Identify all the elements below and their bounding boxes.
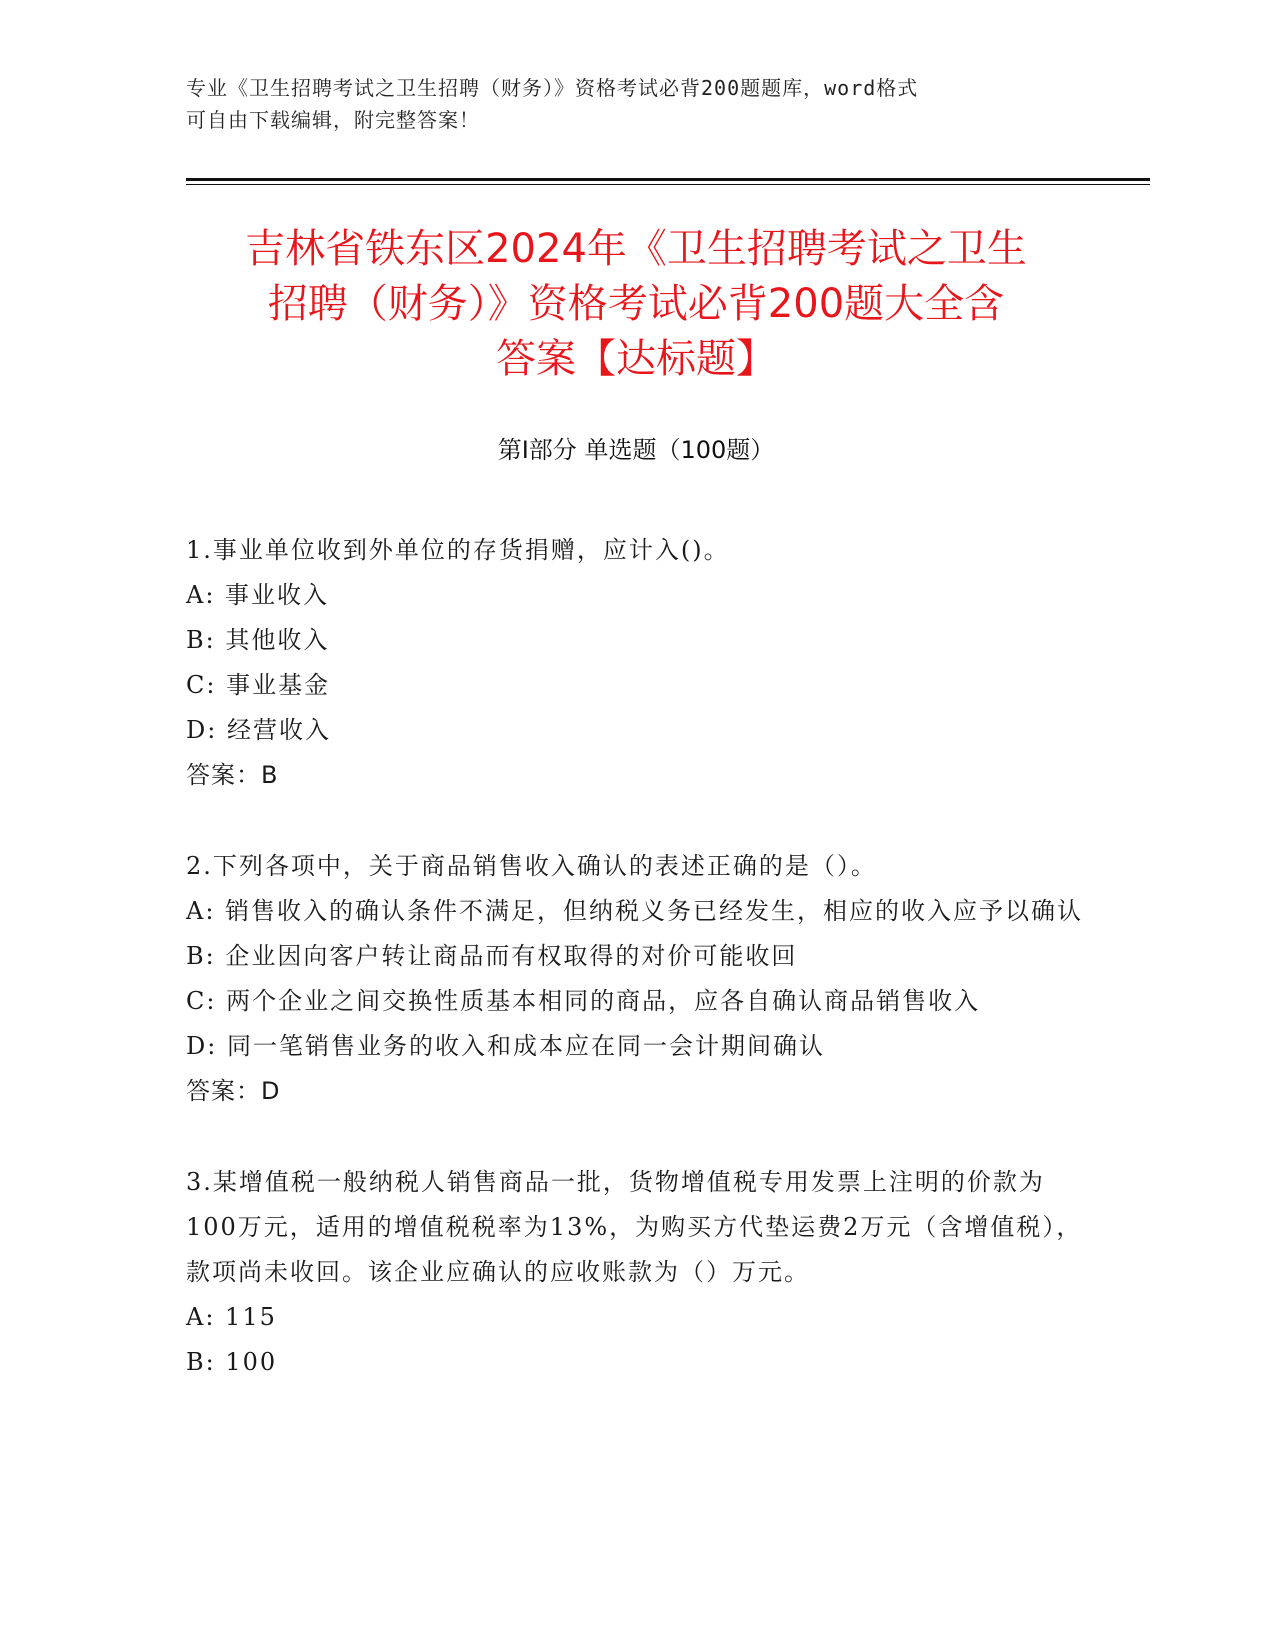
question-2 [186, 844, 1086, 1114]
header-divider-thick [186, 178, 1150, 181]
section-heading: 第I部分 单选题（100题） [497, 436, 775, 464]
option-a: A: 115 [186, 1303, 277, 1331]
question-1 [186, 528, 1086, 798]
question-list [186, 528, 1086, 1431]
title-line-3: 答案【达标题】 [496, 336, 776, 382]
option-c: C: 事业基金 [186, 671, 331, 699]
option-b: B: 企业因向客户转让商品而有权取得的对价可能收回 [186, 942, 798, 970]
option-d: D: 经营收入 [186, 716, 331, 744]
answer-line: 答案：D [186, 1077, 281, 1105]
question-3 [186, 1160, 1086, 1385]
title-line-2: 招聘（财务）》资格考试必背200题大全含 [267, 281, 1005, 327]
option-b: B: 其他收入 [186, 626, 330, 654]
question-stem: 3.某增值税一般纳税人销售商品一批，货物增值税专用发票上注明的价款为100万元，适用的增值税税率为13%，为购买方代垫运费2万元（含增值税），款项尚未收回。该企业应确认的应收账款为（）万元。 [186, 1168, 1083, 1286]
header-note-line-2: 可自由下载编辑，附完整答案！ [186, 108, 480, 132]
title-line-1: 吉林省铁东区2024年《卫生招聘考试之卫生 [245, 226, 1027, 272]
option-c: C: 两个企业之间交换性质基本相同的商品，应各自确认商品销售收入 [186, 987, 981, 1015]
header-divider-thin [186, 184, 1150, 185]
question-stem: 1.事业单位收到外单位的存货捐赠，应计入()。 [186, 536, 730, 564]
header-note [186, 72, 1086, 136]
answer-line: 答案：B [186, 761, 279, 789]
question-stem: 2.下列各项中，关于商品销售收入确认的表述正确的是（）。 [186, 852, 877, 880]
option-a: A: 事业收入 [186, 581, 330, 609]
option-b: B: 100 [186, 1348, 278, 1376]
option-a: A: 销售收入的确认条件不满足，但纳税义务已经发生，相应的收入应予以确认 [186, 897, 1084, 925]
header-note-line-1: 专业《卫生招聘考试之卫生招聘（财务）》资格考试必背200题题库，word格式 [186, 76, 919, 100]
document-title [186, 222, 1086, 387]
option-d: D: 同一笔销售业务的收入和成本应在同一会计期间确认 [186, 1032, 825, 1060]
